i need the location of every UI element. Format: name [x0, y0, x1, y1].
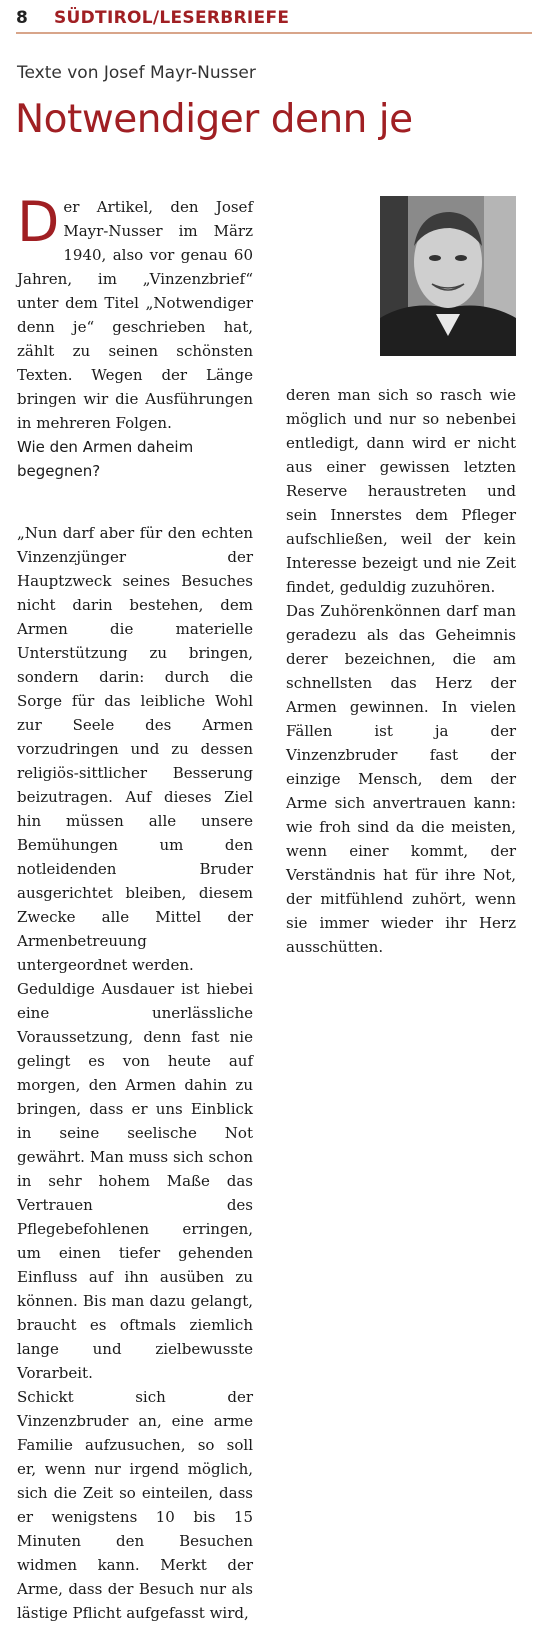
body-paragraph: Geduldige Ausdauer ist hiebei eine unerlässliche Voraussetzung, denn fast nie gelingt es von heute auf morgen, den Armen dahin zu bringen, dass er uns Einblick in seine seelische Not gewährt. Man muss sich schon in sehr hohem Maße das Vertrauen des Pflegebefohlenen erringen, um einen tiefer gehenden Einfluss auf ihn ausüben zu können. Bis man dazu gelangt, braucht es oftmals ziemlich lange und zielbewusste Vorarbeit.: [17, 980, 253, 1382]
subheading: Wie den Armen daheim begegnen?: [17, 438, 194, 480]
page-number: 8: [16, 8, 28, 28]
header-rule: [16, 32, 532, 34]
intro-paragraph: [17, 190, 253, 435]
body-paragraph: „Nun darf aber für den echten Vinzenzjünger der Hauptzweck seines Besuches nicht darin bestehen, dem Armen die materielle Unterstützung zu bringen, sondern darin: durch die Sorge für das leibliche Wohl zur Seele des Armen vorzudringen und zu dessen religiös-sittlicher Besserung beizutragen. Auf dieses Ziel hin müssen alle unsere Bemühungen um den notleidenden Bruder ausgerichtet bleiben, diesem Zwecke alle Mittel der Armenbetreuung untergeordnet werden.: [17, 524, 253, 974]
portrait-image: [380, 196, 516, 356]
body-paragraph: Schickt sich der Vinzenzbruder an, eine arme Familie aufzusuchen, so soll er, wenn nur irgend möglich, sich die Zeit so einteilen, dass er wenigstens 10 bis 15 Minuten den Besuchen widmen kann. Merkt der Arme, dass der Besuch nur als lästige Pflicht aufgefasst wird,: [17, 1388, 253, 1622]
portrait-photo: [380, 196, 516, 356]
page-header: [16, 8, 524, 28]
article-kicker: Texte von Josef Mayr-Nusser: [17, 63, 256, 83]
body-paragraph: deren man sich so rasch wie möglich und nur so nebenbei entledigt, dann wird er nicht aus einer gewissen letzten Reserve heraustreten und sein Innerstes dem Pfleger aufschließen, weil der kein Interesse bezeigt und nie Zeit findet, geduldig zuzuhören.: [286, 386, 516, 596]
intro-text: er Artikel, den Josef Mayr-Nusser im März 1940, also vor genau 60 Jahren, im „Vinzenzbrief“ unter dem Titel „Notwendiger denn je“ geschrieben hat, zählt zu seinen schönsten Texten. Wegen der Länge bringen wir die Ausführungen in mehreren Folgen.: [17, 198, 253, 432]
body-paragraph: Das Zuhörenkönnen darf man geradezu als das Geheimnis derer bezeichnen, die am schnellsten das Herz der Armen gewinnen. In vielen Fällen ist ja der Vinzenzbruder fast der einzige Mensch, dem der Arme sich anvertrauen kann: wie froh sind da die meisten, wenn einer kommt, der Verständnis hat für ihre Not, der mitfühlend zuhört, wenn sie immer wieder ihr Herz ausschütten.: [286, 602, 516, 956]
section-title: SÜDTIROL/LESERBRIEFE: [54, 8, 290, 28]
right-column: [286, 383, 516, 959]
article-title: Notwendiger denn je: [15, 97, 413, 142]
left-column: [17, 190, 253, 1625]
drop-cap: D: [17, 190, 60, 254]
